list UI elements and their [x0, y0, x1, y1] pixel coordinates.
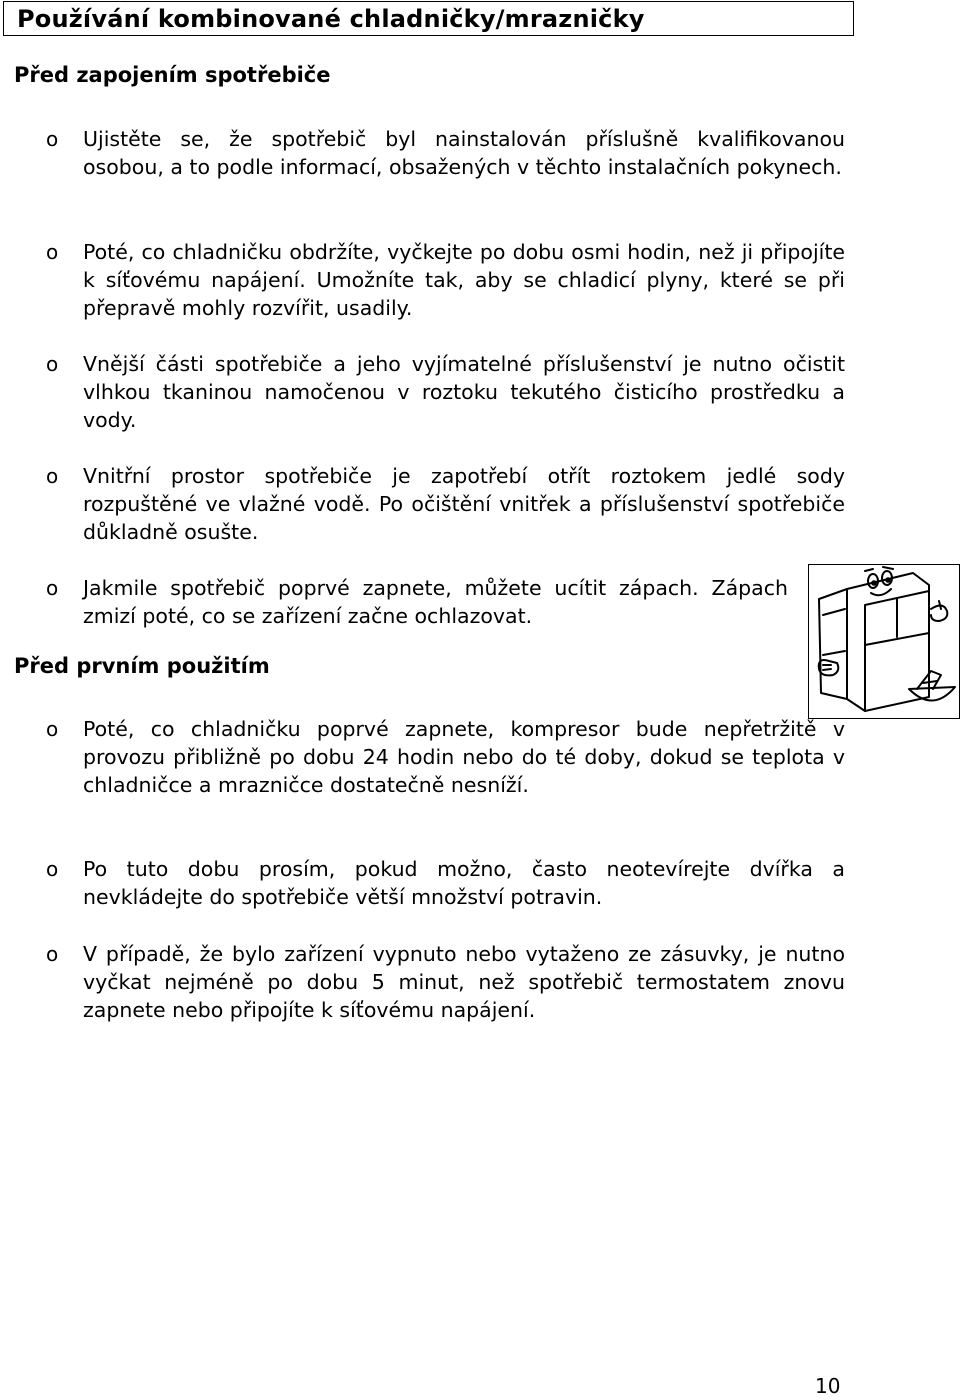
list-item-text: V případě, že bylo zařízení vypnuto nebo vytaženo ze zásuvky, je nutno vyčkat nejméně po dobu 5 minut, než spotřebič termostatem znovu zapnete nebo připojíte k síťovému napájení.: [83, 942, 845, 1022]
bullet-icon: o: [46, 352, 59, 376]
list-item-text: Ujistěte se, že spotřebič byl nainstalován příslušně kvalifikovanou osobou, a to podle informací, obsažených v těchto instalačních pokynech.: [83, 127, 845, 179]
section-heading-before-connecting: Před zapojením spotřebiče: [14, 63, 331, 87]
bullet-icon: o: [46, 717, 59, 741]
cartoon-fridge-icon: [808, 564, 960, 719]
bullet-icon: o: [46, 240, 59, 264]
list-item-text: Vnější části spotřebiče a jeho vyjímatelné příslušenství je nutno očistit vlhkou tkaninou namočenou v roztoku tekutého čisticího prostředku a vody.: [83, 352, 845, 432]
bullet-icon: o: [46, 942, 59, 966]
list-item-text: Jakmile spotřebič poprvé zapnete, můžete ucítit zápach. Zápach zmizí poté, co se zařízení začne ochlazovat.: [83, 576, 788, 628]
list-item-text: Poté, co chladničku obdržíte, vyčkejte po dobu osmi hodin, než ji připojíte k síťovému napájení. Umožníte tak, aby se chladicí plyny, které se při přepravě mohly rozvířit, usadily.: [83, 240, 845, 320]
bullet-icon: o: [46, 127, 59, 151]
bullet-icon: o: [46, 576, 59, 600]
bullet-icon: o: [46, 857, 59, 881]
page-number: 10: [815, 1374, 841, 1398]
bullet-icon: o: [46, 464, 59, 488]
list-item-text: Po tuto dobu prosím, pokud možno, často neotevírejte dvířka a nevkládejte do spotřebiče větší množství potravin.: [83, 857, 845, 909]
page-title-box: [3, 1, 854, 36]
section-heading-before-first-use: Před prvním použitím: [14, 654, 270, 678]
page-title: Používání kombinované chladničky/mrazničky: [17, 5, 645, 33]
list-item-text: Vnitřní prostor spotřebiče je zapotřebí otřít roztokem jedlé sody rozpuštěné ve vlažné vodě. Po očištění vnitřek a příslušenství spotřebiče důkladně osušte.: [83, 464, 845, 544]
list-item-text: Poté, co chladničku poprvé zapnete, kompresor bude nepřetržitě v provozu přibližně po dobu 24 hodin nebo do té doby, dokud se teplota v chladničce a mrazničce dostatečně nesníží.: [83, 717, 845, 797]
